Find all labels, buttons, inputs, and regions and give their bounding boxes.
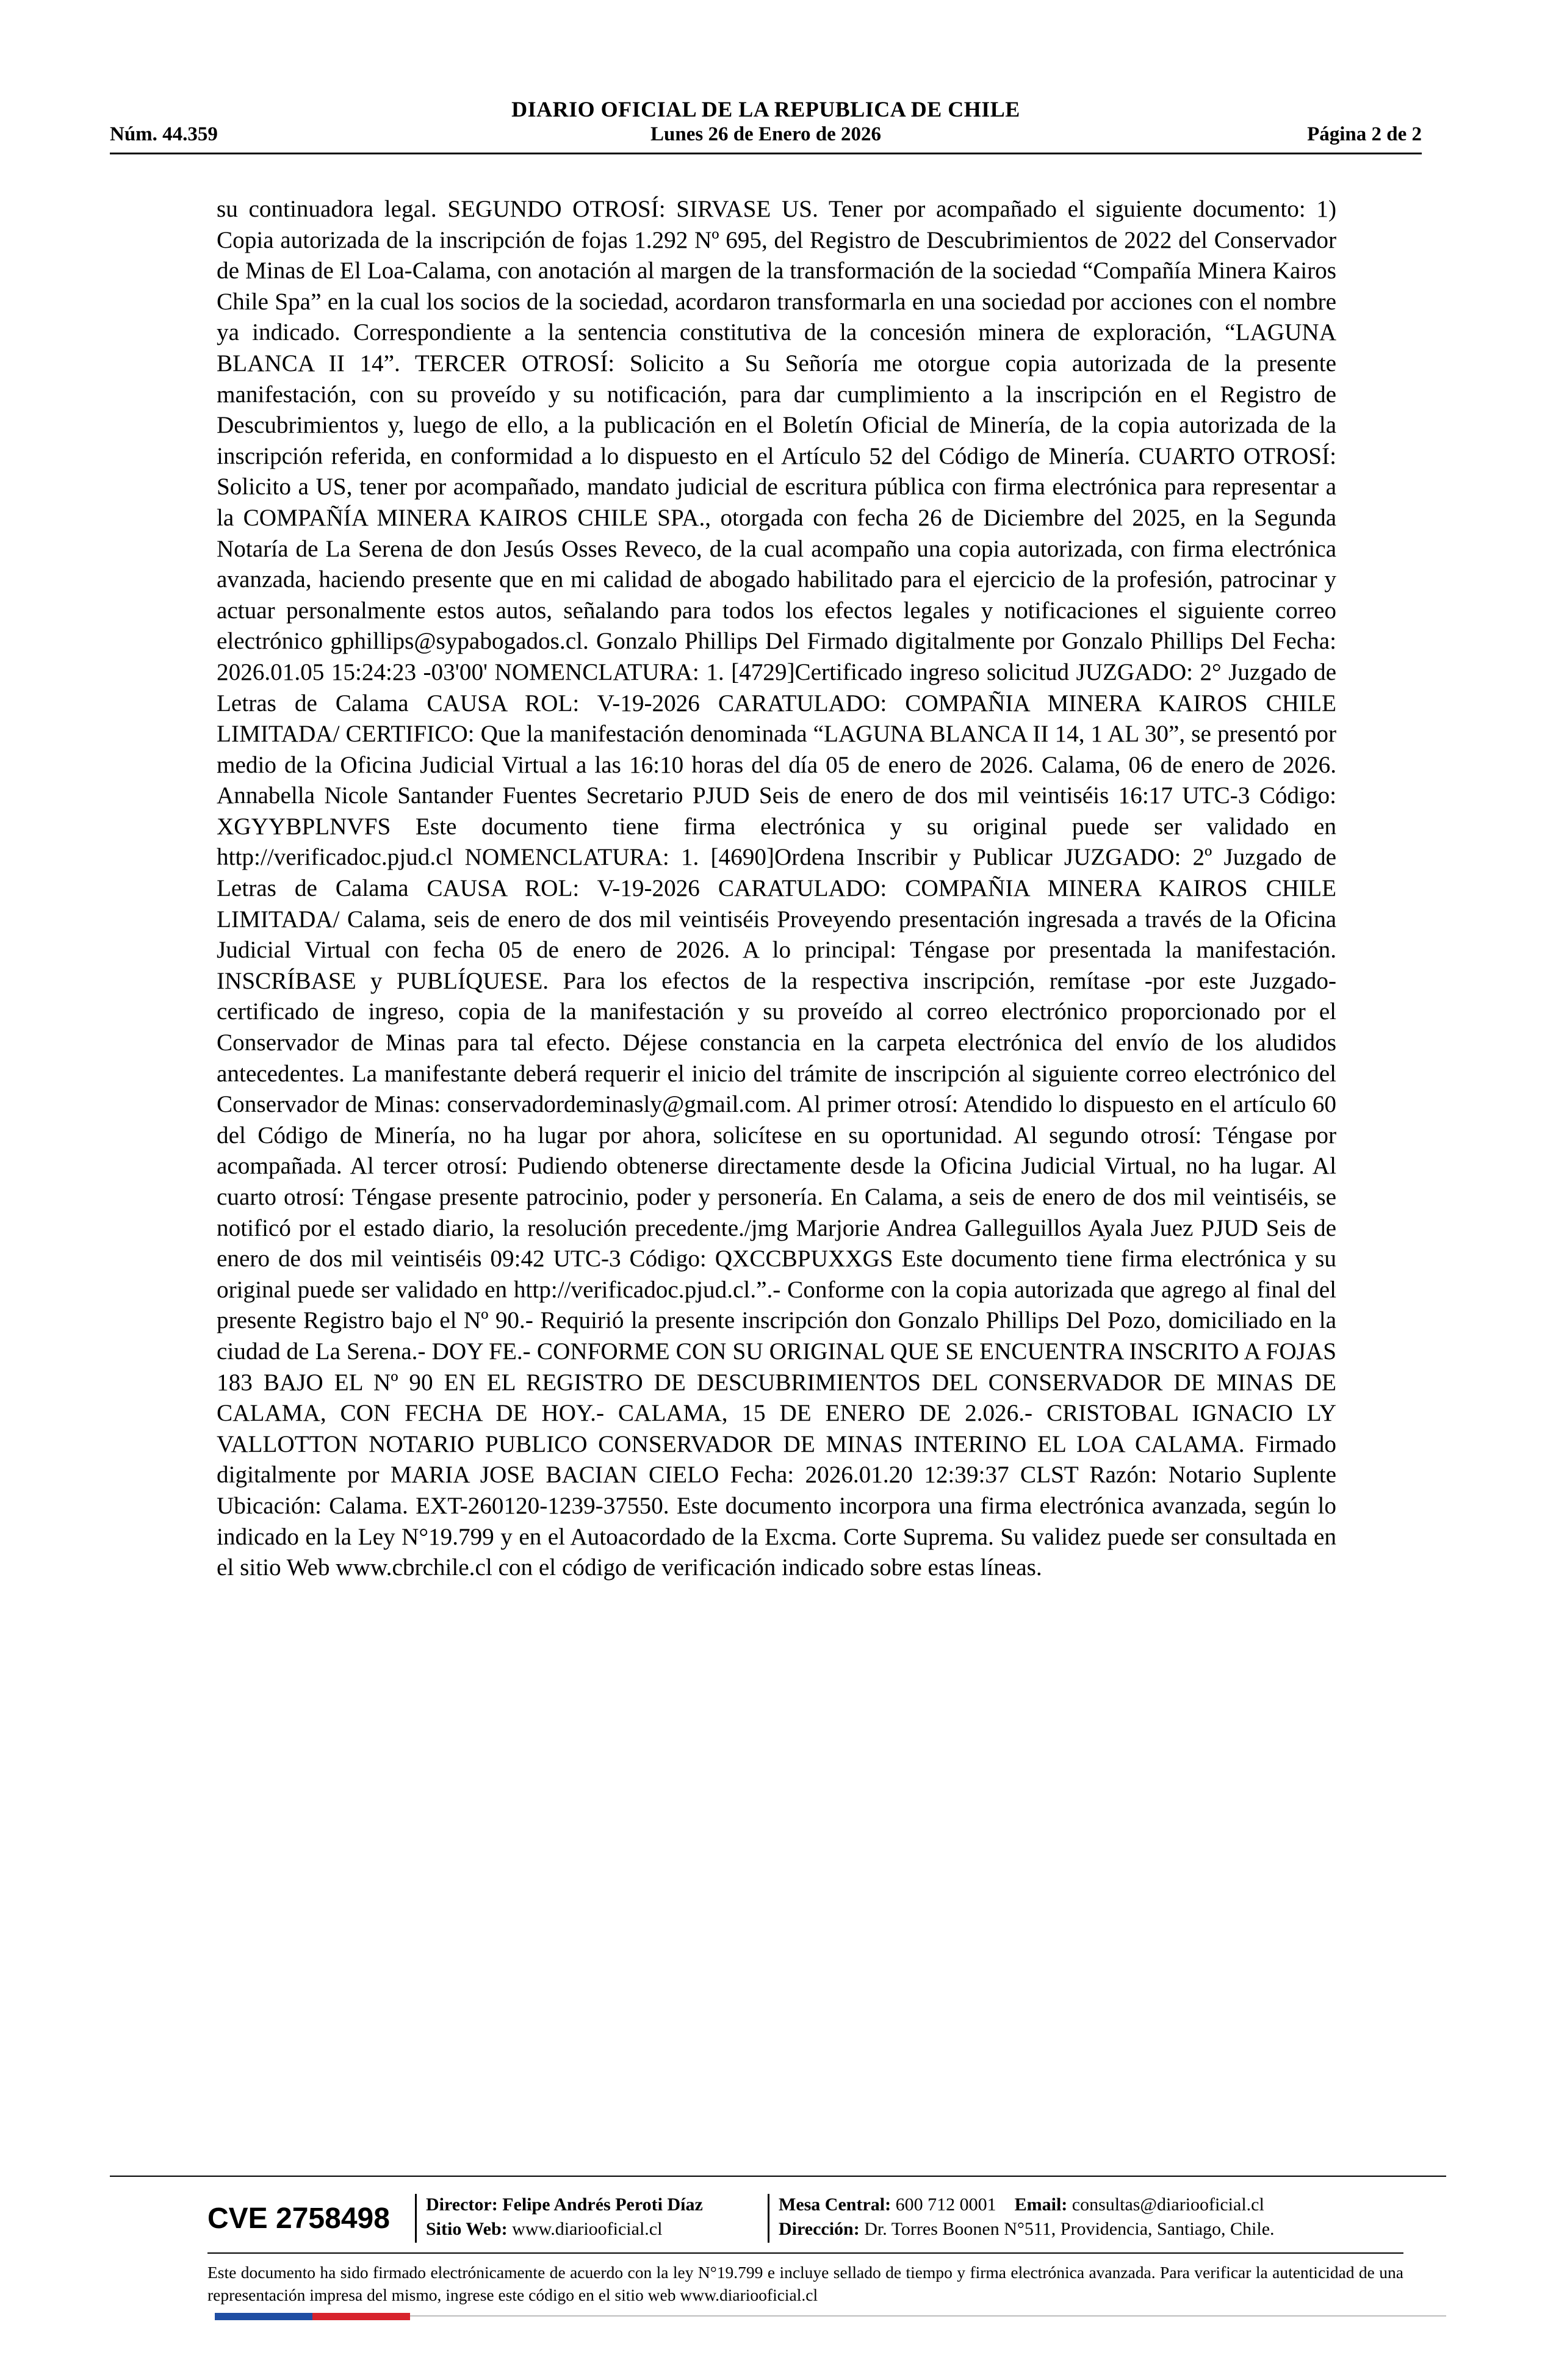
email-label: Email: [1014, 2194, 1068, 2215]
stripe-red [312, 2313, 410, 2320]
issue-number: Núm. 44.359 [110, 123, 218, 145]
footer-director-block [426, 2193, 703, 2241]
stripe-line [410, 2315, 1446, 2317]
footer-separator [415, 2194, 417, 2243]
issue-date: Lunes 26 de Enero de 2026 [650, 123, 882, 145]
header-meta-row [110, 123, 1422, 150]
mesa-phone: 600 712 0001 [895, 2194, 996, 2215]
mesa-label: Mesa Central: [779, 2194, 891, 2215]
address-label: Dirección: [779, 2219, 860, 2239]
site-label: Sitio Web: [426, 2219, 508, 2239]
footer-inner-divider [207, 2252, 1403, 2254]
site-link[interactable]: www.diariooficial.cl [512, 2219, 663, 2239]
address-value: Dr. Torres Boonen N°511, Providencia, Santiago, Chile. [864, 2219, 1275, 2239]
footer-divider [110, 2176, 1446, 2177]
flag-stripe [215, 2313, 410, 2320]
stripe-blue [215, 2313, 312, 2320]
document-body: su continuadora legal. SEGUNDO OTROSÍ: SIRVASE US. Tener por acompañado el siguiente documento: 1) Copia autorizada de la inscripción de fojas 1.292 Nº 695, del Registro de Descubrimientos de 2022 del Conservador de Minas de El Loa-Calama, con anotación al margen de la transformación de la sociedad “Compañía Minera Kairos Chile Spa” en la cual los socios de la sociedad, acordaron transformarla en una sociedad por acciones con el nombre ya indicado. Correspondiente a la sentencia constitutiva de la concesión minera de exploración, “LAGUNA BLANCA II 14”. TERCER OTROSÍ: Solicito a Su Señoría me otorgue copia autorizada de la presente manifestación, con su proveído y su notificación, para dar cumplimiento a la inscripción en el Registro de Descubrimientos y, luego de ello, a la publicación en el Boletín Oficial de Minería, de la copia autorizada de la inscripción referida, en conformidad a lo dispuesto en el Artículo 52 del Código de Minería. CUARTO OTROSÍ: Solicito a US, tener por acompañado, mandato judicial de escritura pública con firma electrónica para representar a la COMPAÑÍA MINERA KAIROS CHILE SPA., otorgada con fecha 26 de Diciembre del 2025, en la Segunda Notaría de La Serena de don Jesús Osses Reveco, de la cual acompaño una copia autorizada, con firma electrónica avanzada, haciendo presente que en mi calidad de abogado habilitado para el ejercicio de la profesión, patrocinar y actuar personalmente estos autos, señalando para todos los efectos legales y notificaciones el siguiente correo electrónico gphillips@sypabogados.cl. Gonzalo Phillips Del Firmado digitalmente por Gonzalo Phillips Del Fecha: 2026.01.05 15:24:23 -03'00' NOMENCLATURA: 1. [4729]Certificado ingreso solicitud JUZGADO: 2° Juzgado de Letras de Calama CAUSA ROL: V-19-2026 CARATULADO: COMPAÑIA MINERA KAIROS CHILE LIMITADA/ CERTIFICO: Que la manifestación denominada “LAGUNA BLANCA II 14, 1 AL 30”, se presentó por medio de la Oficina Judicial Virtual a las 16:10 horas del día 05 de enero de 2026. Calama, 06 de enero de 2026. Annabella Nicole Santander Fuentes Secretario PJUD Seis de enero de dos mil veintiséis 16:17 UTC-3 Código: XGYYBPLNVFS Este documento tiene firma electrónica y su original puede ser validado en http://verificadoc.pjud.cl NOMENCLATURA: 1. [4690]Ordena Inscribir y Publicar JUZGADO: 2º Juzgado de Letras de Calama CAUSA ROL: V-19-2026 CARATULADO: COMPAÑIA MINERA KAIROS CHILE LIMITADA/ Calama, seis de enero de dos mil veintiséis Proveyendo presentación ingresada a través de la Oficina Judicial Virtual con fecha 05 de enero de 2026. A lo principal: Téngase por presentada la manifestación. INSCRÍBASE y PUBLÍQUESE. Para los efectos de la respectiva inscripción, remítase -por este Juzgado- certificado de ingreso, copia de la manifestación y su proveído al correo electrónico proporcionado por el Conservador de Minas para tal efecto. Déjese constancia en la carpeta electrónica del envío de los aludidos antecedentes. La manifestante deberá requerir el inicio del trámite de inscripción al siguiente correo electrónico del Conservador de Minas: conservadordeminasly@gmail.com. Al primer otrosí: Atendido lo dispuesto en el artículo 60 del Código de Minería, no ha lugar por ahora, solicítese en su oportunidad. Al segundo otrosí: Téngase por acompañada. Al tercer otrosí: Pudiendo obtenerse directamente desde la Oficina Judicial Virtual, no ha lugar. Al cuarto otrosí: Téngase presente patrocinio, poder y personería. En Calama, a seis de enero de dos mil veintiséis, se notificó por el estado diario, la resolución precedente./jmg Marjorie Andrea Galleguillos Ayala Juez PJUD Seis de enero de dos mil veintiséis 09:42 UTC-3 Código: QXCCBPUXXGS Este documento tiene firma electrónica y su original puede ser validado en http://verificadoc.pjud.cl.”.- Conforme con la copia autorizada que agrego al final del presente Registro bajo el Nº 90.- Requirió la presente inscripción don Gonzalo Phillips Del Pozo, domiciliado en la ciudad de La Serena.- DOY FE.- CONFORME CON SU ORIGINAL QUE SE ENCUENTRA INSCRITO A FOJAS 183 BAJO EL Nº 90 EN EL REGISTRO DE DESCUBRIMIENTOS DEL CONSERVADOR DE MINAS DE CALAMA, CON FECHA DE HOY.- CALAMA, 15 DE ENERO DE 2.026.- CRISTOBAL IGNACIO LY VALLOTTON NOTARIO PUBLICO CONSERVADOR DE MINAS INTERINO EL LOA CALAMA. Firmado digitalmente por MARIA JOSE BACIAN CIELO Fecha: 2026.01.20 12:39:37 CLST Razón: Notario Suplente Ubicación: Calama. EXT-260120-1239-37550. Este documento incorpora una firma electrónica avanzada, según lo indicado en la Ley N°19.799 y en el Autoacordado de la Excma. Corte Suprema. Su validez puede ser consultada en el sitio Web www.cbrchile.cl con el código de verificación indicado sobre estas líneas. [217, 196, 1336, 1581]
legal-notice: Este documento ha sido firmado electrónicamente de acuerdo con la ley N°19.799 e incluye sellado de tiempo y firma electrónica avanzada. Para verificar la autenticidad de una representación impresa del mismo, ingrese este código en el sitio web www.diariooficial.cl [207, 2263, 1403, 2304]
cve-code: CVE 2758498 [207, 2202, 390, 2235]
director-name: Felipe Andrés Peroti Díaz [502, 2194, 703, 2215]
page-indicator: Página 2 de 2 [1307, 123, 1422, 145]
header-divider [110, 153, 1422, 154]
director-label: Director: [426, 2194, 498, 2215]
email-link[interactable]: consultas@diariooficial.cl [1072, 2194, 1264, 2215]
footer-separator [768, 2194, 769, 2243]
page-header [110, 92, 1422, 153]
newspaper-title: DIARIO OFICIAL DE LA REPUBLICA DE CHILE [511, 97, 1020, 121]
footer-contact-block [779, 2193, 1275, 2241]
